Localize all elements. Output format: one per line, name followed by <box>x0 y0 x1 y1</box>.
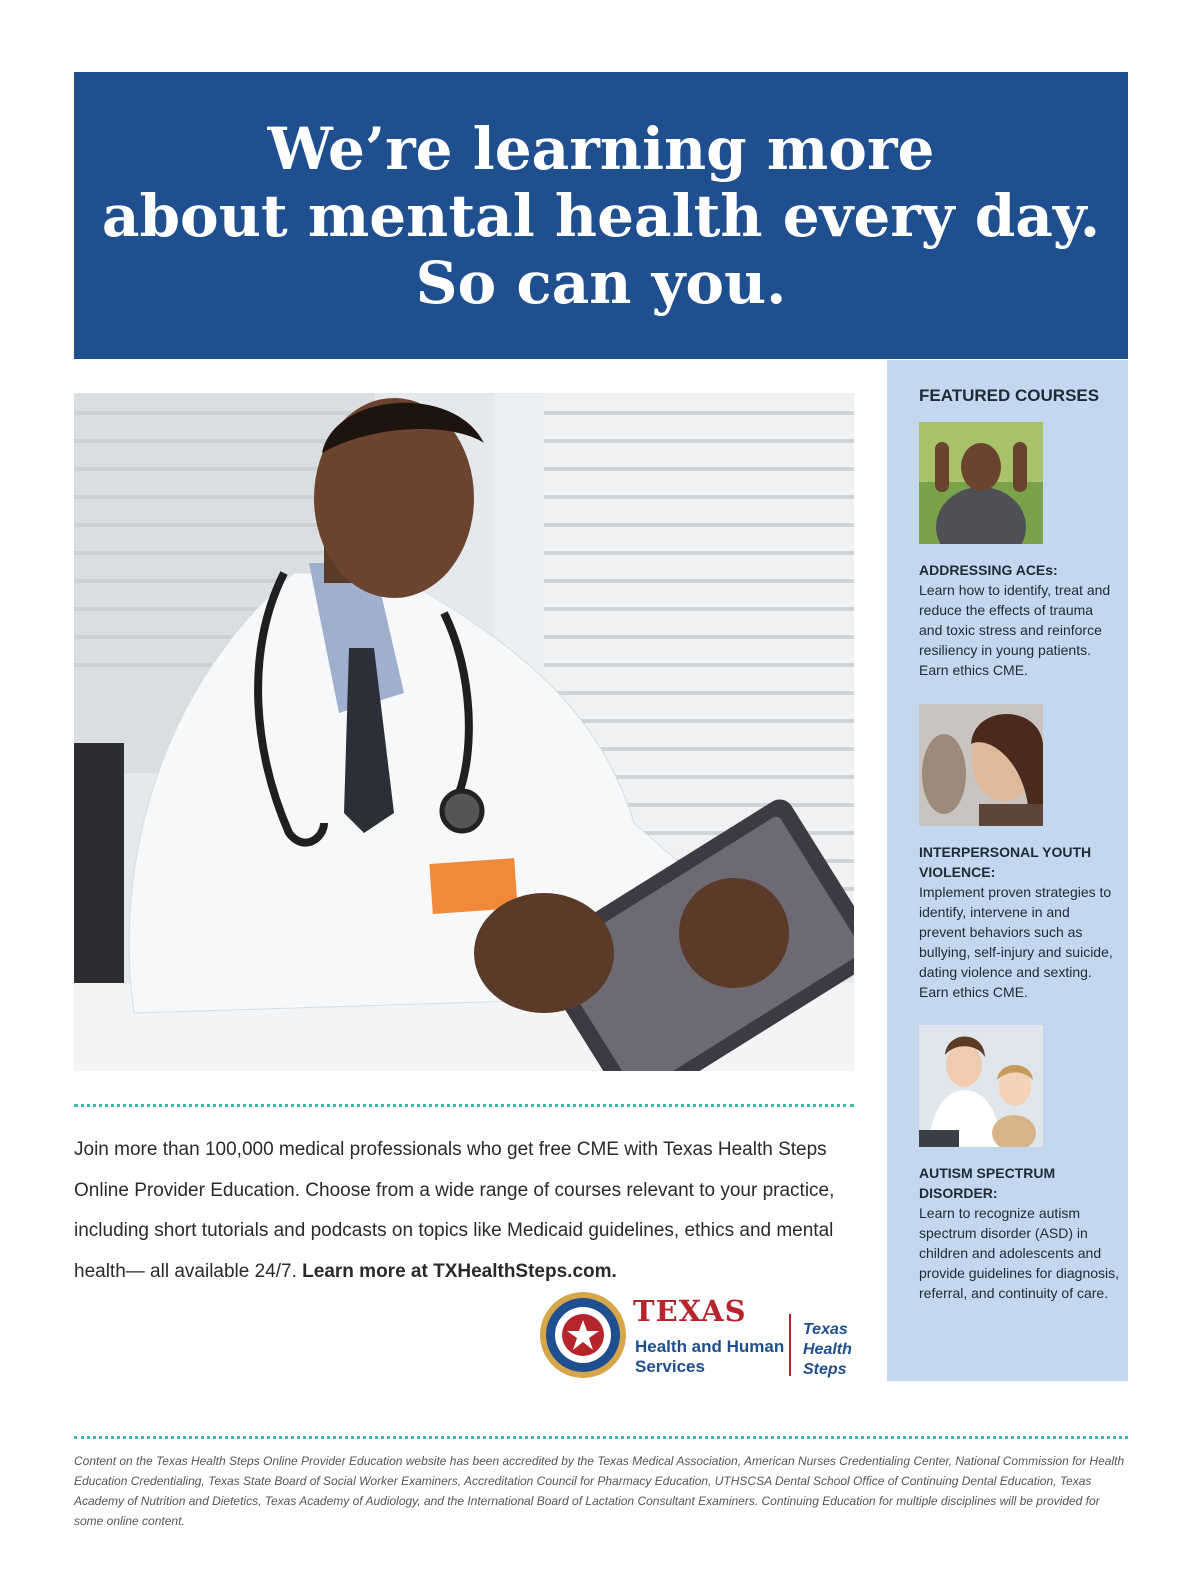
texas-seal-icon <box>538 1290 628 1380</box>
headline-line-1: We’re learning more <box>267 115 935 183</box>
learn-more-link[interactable]: Learn more at TXHealthSteps.com. <box>302 1260 617 1282</box>
course-card-youth-violence[interactable] <box>919 704 1119 1002</box>
headline-line-2: about mental health every day. <box>101 182 1101 250</box>
dotted-divider <box>74 1104 854 1107</box>
headline-line-3: So can you. <box>415 249 787 317</box>
headline-banner <box>74 72 1128 359</box>
logo-divider <box>789 1314 791 1376</box>
course-description: Implement proven strategies to identify, intervene in and prevent behaviors such as bullying, self-injury and suicide, dating violence and sexting. Earn ethics CME. <box>919 884 1113 1000</box>
logo-lockup <box>538 1290 858 1385</box>
course-title: INTERPERSONAL YOUTH VIOLENCE: <box>919 844 1092 880</box>
course-description: Learn to recognize autism spectrum disorder (ASD) in children and adolescents and provide guidelines for diagnosis, referral, and continuity of care. <box>919 1205 1120 1301</box>
course-title: ADDRESSING ACEs: <box>919 562 1058 578</box>
featured-courses-sidebar <box>887 360 1128 1381</box>
course-image-child-outdoors <box>919 422 1043 544</box>
hhs-logo-title: TEXAS <box>633 1294 747 1328</box>
doctor-with-tablet-photo <box>74 393 854 1071</box>
course-image-doctor-child <box>919 1025 1043 1147</box>
texas-health-steps-logo: Texas Health Steps <box>803 1321 852 1378</box>
course-title: AUTISM SPECTRUM DISORDER: <box>919 1165 1056 1201</box>
hhs-logo-subtitle: Health and Human Services <box>635 1337 785 1376</box>
course-image-teen-girl <box>919 704 1043 826</box>
course-card-autism[interactable] <box>919 1025 1119 1303</box>
sidebar-heading: FEATURED COURSES <box>919 386 1100 405</box>
course-card-aces[interactable] <box>919 422 1119 680</box>
accreditation-disclaimer: Content on the Texas Health Steps Online Provider Education website has been accredited by the Texas Medical Association, American Nurses Credentialing Center, National Commission for Health Education Credentialing, Texas State Board of Social Worker Examiners, Accreditation Council for Pharmacy Education, UTHSCSA Dental School Office of Continuing Dental Education, Texas Academy of Nutrition and Dietetics, Texas Academy of Audiology, and the International Board of Lactation Consultant Examiners. Continuing Education for multiple disciplines will be provided for some online content. <box>74 1454 1125 1528</box>
dotted-divider <box>74 1436 1128 1439</box>
body-copy <box>74 1130 854 1292</box>
course-description: Learn how to identify, treat and reduce the effects of trauma and toxic stress and reinforce resiliency in young patients. Earn ethics CME. <box>919 582 1111 678</box>
body-text: Join more than 100,000 medical professionals who get free CME with Texas Health Steps Online Provider Education. Choose from a wide range of courses relevant to your practice, including short tutorials and podcasts on topics like Medicaid guidelines, ethics and mental health— all available 24/7. <box>74 1139 835 1282</box>
